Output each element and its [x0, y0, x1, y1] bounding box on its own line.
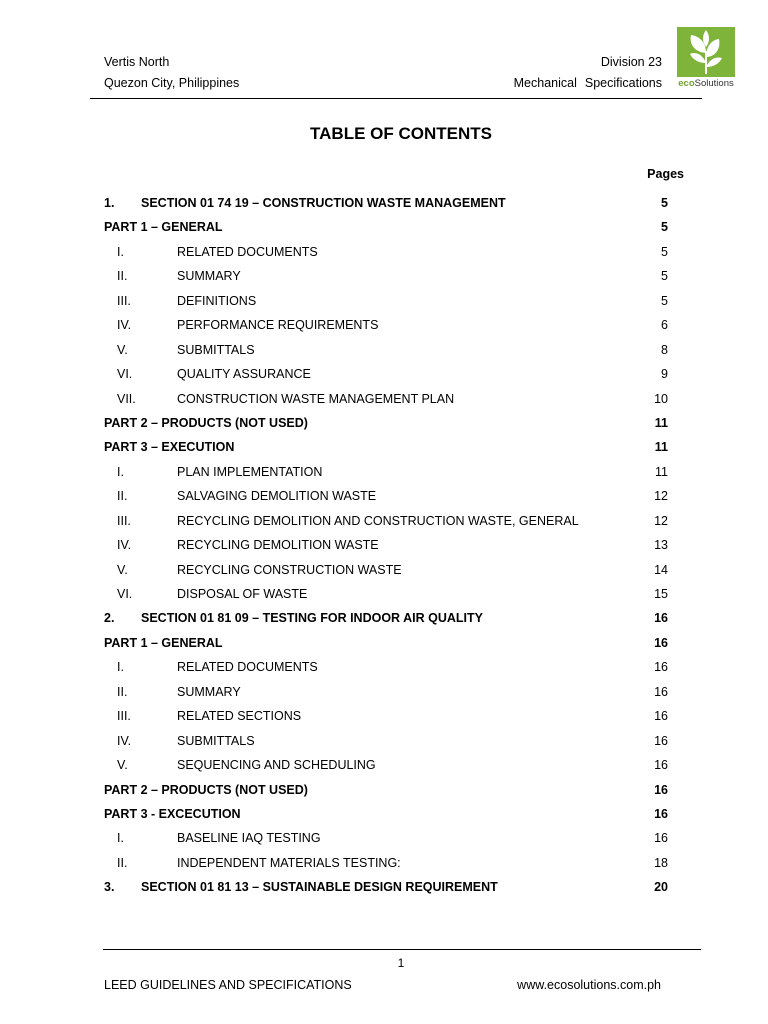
- toc-entry-page: 16: [654, 806, 668, 821]
- toc-entry-title: SECTION 01 81 09 – TESTING FOR INDOOR AIR QUALITY: [141, 611, 483, 626]
- toc-part-row: [0, 411, 768, 435]
- toc-entry-number: I.: [117, 660, 124, 675]
- toc-sub-row: [0, 484, 768, 508]
- header-right: [514, 52, 662, 94]
- toc-entry-title: PART 1 – GENERAL: [104, 635, 223, 650]
- toc-entry-number: I.: [117, 464, 124, 479]
- toc-sub-row: [0, 655, 768, 679]
- toc-entry-page: 11: [654, 440, 668, 455]
- toc-entry-number: I.: [117, 831, 124, 846]
- toc-entry-number: III.: [117, 293, 131, 308]
- toc-entry-number: III.: [117, 513, 131, 528]
- toc-entry-number: IV.: [117, 538, 132, 553]
- project-name: Vertis North: [104, 55, 170, 69]
- toc-sub-row: [0, 509, 768, 533]
- toc-entry-page: 18: [654, 855, 668, 870]
- pages-column-label: Pages: [647, 167, 684, 181]
- toc-entry-number: II.: [117, 855, 128, 870]
- toc-sub-row: [0, 338, 768, 362]
- toc-sub-row: [0, 558, 768, 582]
- toc-sub-row: [0, 289, 768, 313]
- toc-sub-row: [0, 826, 768, 850]
- toc-entry-title: RELATED SECTIONS: [177, 709, 302, 724]
- page-title: TABLE OF CONTENTS: [310, 124, 492, 143]
- toc-entry-title: QUALITY ASSURANCE: [177, 367, 311, 382]
- toc-part-row: [0, 802, 768, 826]
- toc-entry-number: VI.: [117, 367, 133, 382]
- toc-section-row: [0, 191, 768, 215]
- toc-entry-page: 14: [654, 562, 668, 577]
- toc-entry-page: 5: [661, 196, 668, 210]
- toc-entry-page: 16: [654, 611, 668, 626]
- toc-entry-page: 11: [654, 415, 668, 430]
- toc-entry-title: PART 2 – PRODUCTS (NOT USED): [104, 415, 308, 430]
- toc-entry-title: RELATED DOCUMENTS: [177, 244, 318, 259]
- toc-entry-number: V.: [117, 342, 128, 357]
- toc-entry-page: 16: [654, 782, 668, 797]
- toc-entry-page: 5: [661, 244, 668, 259]
- toc-section-row: [0, 875, 768, 899]
- toc-entry-title: SUBMITTALS: [177, 733, 255, 748]
- toc-sub-row: [0, 362, 768, 386]
- toc-entry-number: V.: [117, 758, 128, 773]
- toc-sub-row: [0, 753, 768, 777]
- toc-entry-page: 16: [654, 635, 668, 650]
- toc-entry-title: RELATED DOCUMENTS: [177, 660, 318, 675]
- toc-entry-page: 5: [661, 293, 668, 308]
- toc-sub-row: [0, 680, 768, 704]
- toc-entry-title: CONSTRUCTION WASTE MANAGEMENT PLAN: [177, 391, 455, 406]
- toc-entry-title: PART 3 - EXCECUTION: [104, 806, 241, 821]
- toc-entry-number: 3.: [104, 880, 115, 895]
- toc-entry-page: 20: [654, 880, 668, 895]
- toc-entry-title: RECYCLING DEMOLITION WASTE: [177, 538, 379, 553]
- toc-entry-number: II.: [117, 269, 128, 284]
- toc-entry-number: 1.: [104, 196, 115, 210]
- toc-entry-title: SUBMITTALS: [177, 342, 255, 357]
- toc-entry-title: INDEPENDENT MATERIALS TESTING:: [177, 855, 401, 870]
- toc-entry-page: 15: [654, 587, 668, 601]
- page-number: 1: [397, 956, 405, 970]
- footer-title: LEED GUIDELINES AND SPECIFICATIONS: [104, 978, 352, 992]
- toc-entry-title: RECYCLING CONSTRUCTION WASTE: [177, 562, 402, 577]
- toc-entry-page: 12: [654, 489, 668, 504]
- toc-entry-title: PART 2 – PRODUCTS (NOT USED): [104, 782, 308, 797]
- toc-entry-title: RECYCLING DEMOLITION AND CONSTRUCTION WASTE, GENERAL: [177, 513, 579, 528]
- toc-entry-page: 16: [654, 660, 668, 675]
- toc-part-row: [0, 631, 768, 655]
- toc-entry-number: V.: [117, 562, 128, 577]
- toc-entry-page: 10: [654, 391, 668, 406]
- toc-entry-page: 16: [654, 758, 668, 773]
- toc-entry-page: 16: [654, 831, 668, 846]
- toc-entry-number: IV.: [117, 318, 132, 333]
- table-of-contents: [0, 191, 768, 900]
- toc-entry-title: DEFINITIONS: [177, 293, 257, 308]
- toc-entry-page: 16: [654, 709, 668, 724]
- toc-entry-page: 12: [654, 513, 668, 528]
- division-label: Division 23: [600, 55, 662, 69]
- toc-sub-row: [0, 704, 768, 728]
- toc-sub-row: [0, 533, 768, 557]
- toc-entry-title: SECTION 01 81 13 – SUSTAINABLE DESIGN REQUIREMENT: [141, 880, 498, 895]
- spec-label: Mechanical Specifications: [513, 76, 662, 90]
- toc-entry-title: PLAN IMPLEMENTATION: [177, 464, 323, 479]
- toc-sub-row: [0, 729, 768, 753]
- toc-entry-title: SEQUENCING AND SCHEDULING: [177, 758, 376, 773]
- toc-entry-number: I.: [117, 244, 124, 259]
- toc-sub-row: [0, 851, 768, 875]
- toc-sub-row: [0, 240, 768, 264]
- toc-entry-title: SUMMARY: [177, 684, 241, 699]
- toc-entry-page: 16: [654, 733, 668, 748]
- toc-entry-page: 5: [661, 220, 668, 235]
- ecosolutions-logo: [675, 27, 737, 93]
- toc-part-row: [0, 435, 768, 459]
- toc-entry-page: 16: [654, 684, 668, 699]
- toc-part-row: [0, 215, 768, 239]
- toc-entry-number: VII.: [117, 391, 136, 406]
- toc-entry-title: SALVAGING DEMOLITION WASTE: [177, 489, 377, 504]
- toc-entry-page: 11: [655, 464, 668, 479]
- toc-entry-page: 9: [661, 367, 668, 382]
- toc-entry-page: 8: [661, 342, 668, 357]
- toc-part-row: [0, 778, 768, 802]
- project-location: Quezon City, Philippines: [104, 76, 240, 90]
- toc-sub-row: [0, 460, 768, 484]
- toc-entry-title: PART 3 – EXECUTION: [104, 440, 235, 455]
- toc-entry-title: PERFORMANCE REQUIREMENTS: [177, 318, 379, 333]
- logo-leaf-icon: [677, 27, 735, 77]
- toc-entry-page: 13: [654, 538, 668, 553]
- toc-entry-title: SECTION 01 74 19 – CONSTRUCTION WASTE MANAGEMENT: [141, 196, 506, 210]
- toc-sub-row: [0, 264, 768, 288]
- toc-entry-number: II.: [117, 684, 128, 699]
- toc-entry-page: 6: [661, 318, 668, 333]
- toc-entry-number: 2.: [104, 611, 115, 626]
- toc-entry-title: DISPOSAL OF WASTE: [177, 587, 308, 601]
- toc-sub-row: [0, 582, 768, 606]
- toc-entry-title: SUMMARY: [177, 269, 241, 284]
- toc-entry-number: III.: [117, 709, 131, 724]
- toc-entry-title: BASELINE IAQ TESTING: [177, 831, 321, 846]
- header-divider: [90, 98, 702, 99]
- toc-sub-row: [0, 387, 768, 411]
- header-left: [104, 52, 239, 94]
- toc-entry-number: II.: [117, 489, 128, 504]
- footer-website: www.ecosolutions.com.ph: [517, 978, 661, 992]
- toc-entry-title: PART 1 – GENERAL: [104, 220, 223, 235]
- logo-wordmark: ecoSolutions: [678, 78, 734, 89]
- toc-section-row: [0, 606, 768, 630]
- footer-divider: [103, 949, 701, 950]
- toc-sub-row: [0, 313, 768, 337]
- toc-entry-number: IV.: [117, 733, 132, 748]
- toc-entry-page: 5: [661, 269, 668, 284]
- toc-entry-number: VI.: [117, 587, 133, 601]
